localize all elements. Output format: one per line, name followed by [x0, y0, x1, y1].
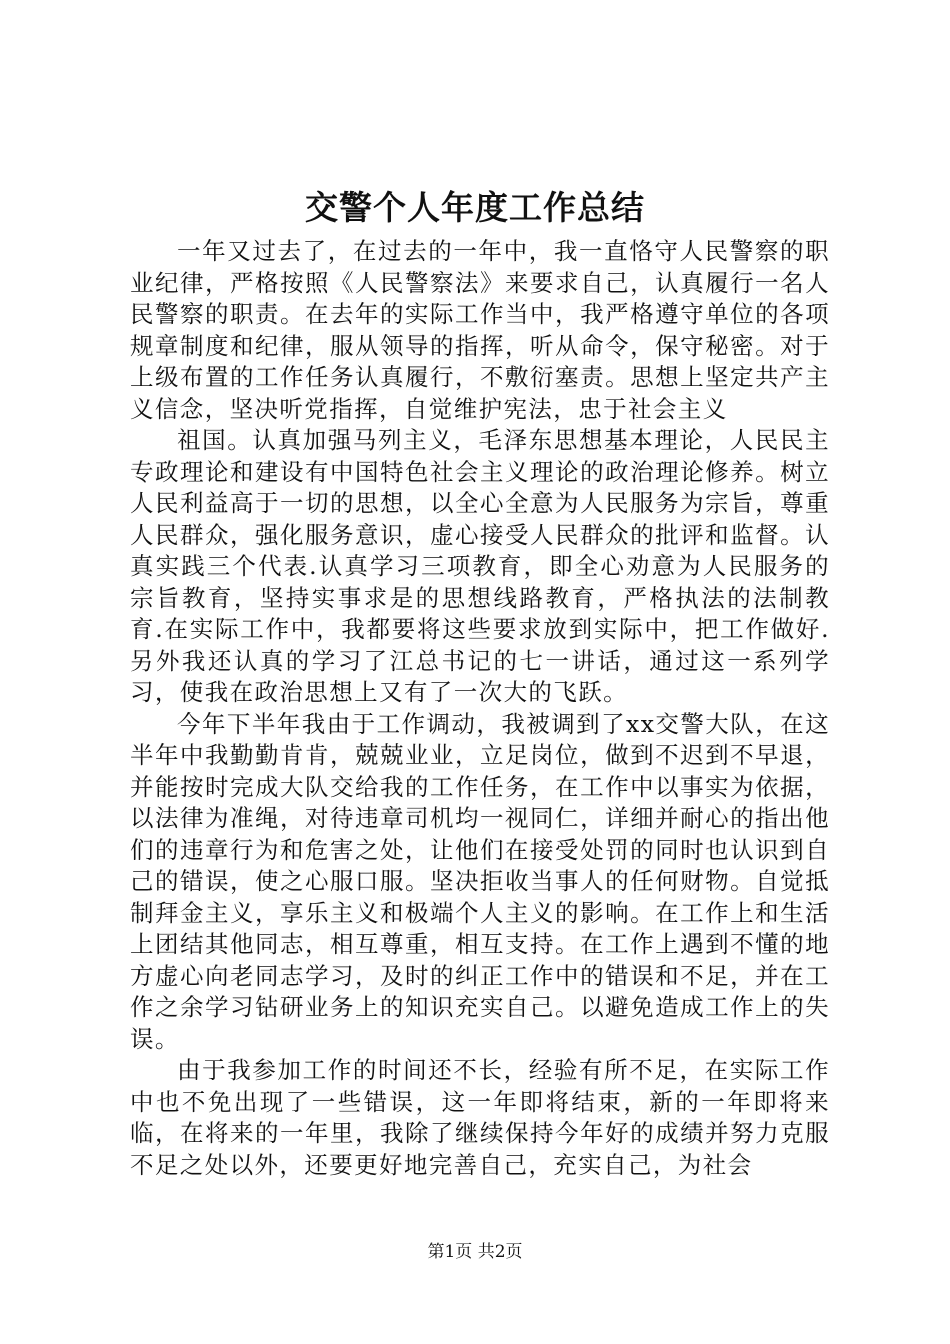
paragraph-1: 一年又过去了，在过去的一年中，我一直恪守人民警察的职业纪律，严格按照《人民警察法》来要求自己，认真履行一名人民警察的职责。在去年的实际工作当中，我严格遵守单位的各项规章制度和纪律，服从领导的指挥，听从命令，保守秘密。对于上级布置的工作任务认真履行，不敷衍塞责。思想上坚定共产主义信念，坚决听党指挥，自觉维护宪法，忠于社会主义: [130, 237, 830, 423]
page-number-footer: 第1页 共2页: [427, 1242, 523, 1262]
document-title: 交警个人年度工作总结: [305, 188, 645, 227]
document-body: [130, 236, 830, 1181]
paragraph-2: 祖国。认真加强马列主义，毛泽东思想基本理论，人民民主专政理论和建设有中国特色社会主义理论的政治理论修养。树立人民利益高于一切的思想，以全心全意为人民服务为宗旨，尊重人民群众，强化服务意识，虚心接受人民群众的批评和监督。认真实践三个代表.认真学习三项教育，即全心劝意为人民服务的宗旨教育，坚持实事求是的思想线路教育，严格执法的法制教育.在实际工作中，我都要将这些要求放到实际中，把工作做好.另外我还认真的学习了江总书记的七一讲话，通过这一系列学习，使我在政治思想上又有了一次大的飞跃。: [130, 426, 830, 706]
paragraph-3: 今年下半年我由于工作调动，我被调到了xx交警大队，在这半年中我勤勤肯肯，兢兢业业，立足岗位，做到不迟到不早退，并能按时完成大队交给我的工作任务，在工作中以事实为依据，以法律为准绳，对待违章司机均一视同仁，详细并耐心的指出他们的违章行为和危害之处，让他们在接受处罚的同时也认识到自己的错误，使之心服口服。坚决拒收当事人的任何财物。自觉抵制拜金主义，享乐主义和极端个人主义的影响。在工作上和生活上团结其他同志，相互尊重，相互支持。在工作上遇到不懂的地方虚心向老同志学习，及时的纠正工作中的错误和不足，并在工作之余学习钻研业务上的知识充实自己。以避免造成工作上的失误。: [130, 709, 830, 1053]
paragraph-4: 由于我参加工作的时间还不长，经验有所不足，在实际工作中也不免出现了一些错误，这一年即将结束，新的一年即将来临，在将来的一年里，我除了继续保持今年好的成绩并努力克服不足之处以外，还要更好地完善自己，充实自己，为社会: [130, 1056, 830, 1179]
